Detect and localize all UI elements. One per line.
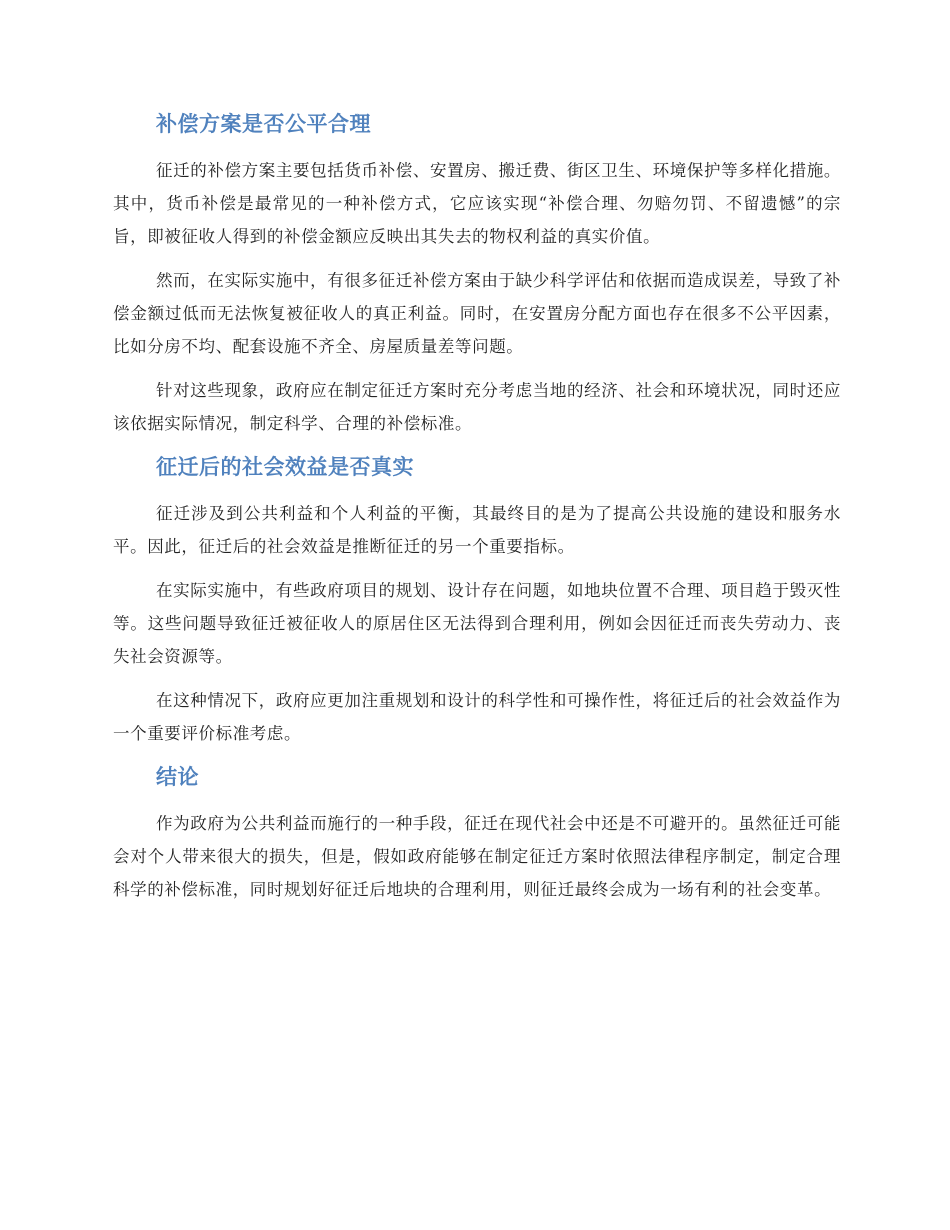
document-page [113, 108, 841, 917]
section-compensation [113, 108, 841, 440]
paragraph: 征迁的补偿方案主要包括货币补偿、安置房、搬迁费、街区卫生、环境保护等多样化措施。其中，货币补偿是最常见的一种补偿方式，它应该实现“补偿合理、勿赔勿罚、不留遗憾”的宗旨，即被征收人得到的补偿金额应反映出其失去的物权利益的真实价值。 [113, 161, 841, 246]
section-heading: 征迁后的社会效益是否真实 [156, 455, 414, 479]
section-heading: 补偿方案是否公平合理 [156, 112, 371, 136]
section-heading: 结论 [156, 765, 199, 789]
section-conclusion [113, 761, 841, 906]
section-social-benefit [113, 451, 841, 750]
paragraph: 然而，在实际实施中，有很多征迁补偿方案由于缺少科学评估和依据而造成误差，导致了补偿金额过低而无法恢复被征收人的真正利益。同时，在安置房分配方面也存在很多不公平因素，比如分房不均、配套设施不齐全、房屋质量差等问题。 [113, 271, 841, 356]
paragraph: 在实际实施中，有些政府项目的规划、设计存在问题，如地块位置不合理、项目趋于毁灭性等。这些问题导致征迁被征收人的原居住区无法得到合理利用，例如会因征迁而丧失劳动力、丧失社会资源等。 [113, 581, 841, 666]
paragraph: 征迁涉及到公共利益和个人利益的平衡，其最终目的是为了提高公共设施的建设和服务水平。因此，征迁后的社会效益是推断征迁的另一个重要指标。 [113, 504, 841, 556]
paragraph: 在这种情况下，政府应更加注重规划和设计的科学性和可操作性，将征迁后的社会效益作为一个重要评价标准考虑。 [113, 691, 841, 743]
paragraph: 作为政府为公共利益而施行的一种手段，征迁在现代社会中还是不可避开的。虽然征迁可能会对个人带来很大的损失，但是，假如政府能够在制定征迁方案时依照法律程序制定，制定合理科学的补偿标准，同时规划好征迁后地块的合理利用，则征迁最终会成为一场有利的社会变革。 [113, 814, 841, 899]
paragraph: 针对这些现象，政府应在制定征迁方案时充分考虑当地的经济、社会和环境状况，同时还应该依据实际情况，制定科学、合理的补偿标准。 [113, 381, 841, 433]
